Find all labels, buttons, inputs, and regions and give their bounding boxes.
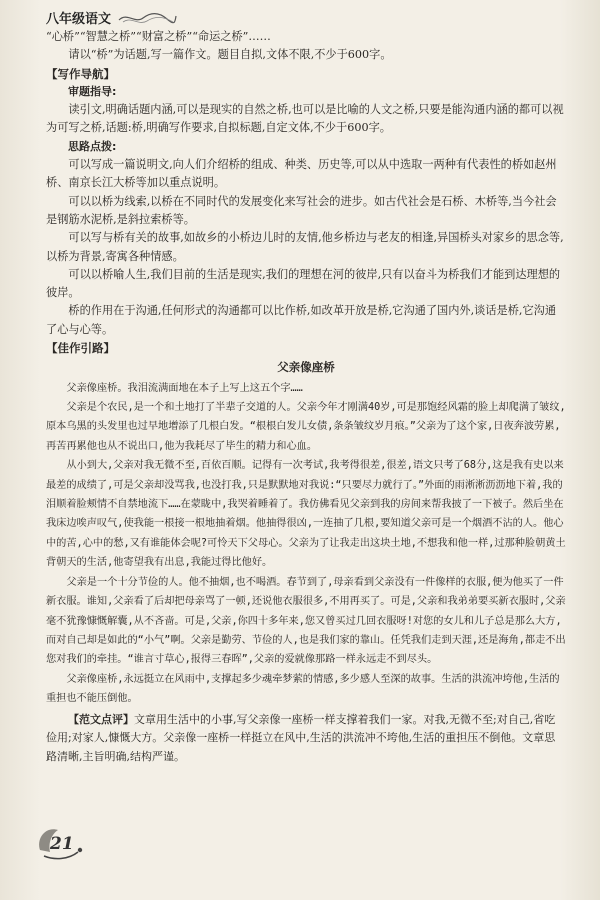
- task-line-2: 请以“桥”为话题,写一篇作文。题目自拟,文体不限,不少于600字。: [68, 48, 392, 62]
- header-title: 八年级语文: [46, 12, 112, 27]
- review-text: 读引文,明确话题内涵,可以是现实的自然之桥,也可以是比喻的人文之桥,只要是能沟通内涵的都可以视为可写之桥,话题:桥,明确写作要求,自拟标题,自定文体,不少于600字。: [46, 103, 564, 135]
- essay-comment: [46, 711, 566, 767]
- idea-paragraph: 可以写与桥有关的故事,如故乡的小桥边儿时的友情,他乡桥边与老友的相逢,异国桥头对家乡的思念等,以桥为背景,寄寓各种情感。: [46, 231, 564, 263]
- essay-paragraph: 父亲像座桥,永远挺立在风雨中,支撑起多少魂牵梦萦的情感,多少感人至深的故事。生活的洪流冲垮他,生活的重担也不能压倒他。: [46, 673, 560, 705]
- page-footer: [34, 820, 74, 864]
- essay-paragraph: 从小到大,父亲对我无微不至,百依百顺。记得有一次考试,我考得很差,很差,语文只考了68分,这是我有史以来最差的成绩了,可是父亲却没骂我,也没打我,只是默默地对我说:“只要尽力就行了。”外面的雨淅淅沥沥地下着,我的泪顺着脸颊情不自禁地流下……在蒙眬中,我哭着睡着了。我仿佛看见父亲到我的房间来帮我披了一下被子。然后坐在我床边唉声叹气,使我能一根接一根地抽着烟。他抽得很凶,一连抽了几根,要知道父亲可是一个烟酒不沾的人。他心中的苦,心中的愁,又有谁能体会呢?可怜天下父母心。父亲为了让我走出这块土地,不想我和他一样,过那种脸朝黄土背朝天的生活,他寄望我有出息,我能过得比他好。: [46, 460, 566, 569]
- essay-paragraph: 父亲是一个十分节俭的人。他不抽烟,也不喝酒。春节到了,母亲看到父亲没有一件像样的衣服,便为他买了一件新衣服。谁知,父亲看了后却把母亲骂了一顿,还说他衣服很多,不用再买了。可是,父亲和我弟弟要买新衣服时,父亲毫不犹豫慷慨解囊,从不吝啬。可是,父亲,你四十多年来,您又曾买过几回衣服呀!对您的女儿和儿子总是那么大方,而对自己却是如此的“小气”啊。父亲是勤劳、节俭的人,也是我们家的靠山。任凭我们走到天涯,还是海角,都走不出您对我们的牵挂。“谁言寸草心,报得三春晖”,父亲的爱就像那路一样永远走不到尽头。: [46, 576, 566, 666]
- wave-ornament-icon: [117, 10, 177, 26]
- essay-paragraph: 父亲像座桥。我泪流满面地在本子上写上这五个字……: [66, 382, 303, 394]
- essay-body: [46, 379, 566, 709]
- idea-paragraph: 可以以桥喻人生,我们目前的生活是现实,我们的理想在河的彼岸,只有以奋斗为桥我们才能到达理想的彼岸。: [46, 267, 561, 300]
- comment-text: 文章用生活中的小事,写父亲像一座桥一样支撑着我们一家。对我,无微不至;对自己,省吃俭用;对家人,慷慨大方。父亲像一座桥一样挺立在风中,生活的洪流冲不垮他,生活的重担压不倒他。文章思路清晰,主旨明确,结构严谨。: [46, 712, 556, 763]
- idea-paragraph: 可以写成一篇说明文,向人们介绍桥的组成、种类、历史等,可以从中选取一两种有代表性的桥如赵州桥、南京长江大桥等加以重点说明。: [46, 158, 557, 190]
- page-header: [46, 8, 177, 27]
- ideas-label: 思路点拨:: [68, 139, 117, 153]
- idea-paragraph: 桥的作用在于沟通,任何形式的沟通都可以比作桥,如改革开放是桥,它沟通了国内外,谈话是桥,它沟通了心与心等。: [46, 304, 557, 336]
- task-line-1: “心桥”“智慧之桥”“财富之桥”“命运之桥”……: [46, 30, 271, 43]
- page-number: 21: [50, 834, 74, 854]
- page-content: [46, 28, 566, 766]
- essay-paragraph: 父亲是个农民,是一个和土地打了半辈子交道的人。父亲今年才刚满40岁,可是那饱经风霜的脸上却爬满了皱纹,原本乌黑的头发里也过早地增添了几根白发。“根根白发儿女债,条条皱纹岁月痕。”父亲为了这个家,日夜奔波劳累,再苦再累他也从不说出口,他为我耗尽了毕生的精力和心血。: [46, 402, 566, 452]
- essay-title: 父亲像座桥: [277, 360, 335, 375]
- section-writing-guide: 【写作导航】: [46, 66, 115, 81]
- comment-tag: 【范文点评】: [68, 712, 134, 726]
- section-model-essay: 【佳作引路】: [46, 341, 115, 356]
- review-label: 审题指导:: [68, 84, 117, 98]
- idea-paragraph: 可以以桥为线索,以桥在不同时代的发展变化来写社会的进步。如古代社会是石桥、木桥等,当今社会是钢筋水泥桥,是斜拉索桥等。: [46, 194, 557, 226]
